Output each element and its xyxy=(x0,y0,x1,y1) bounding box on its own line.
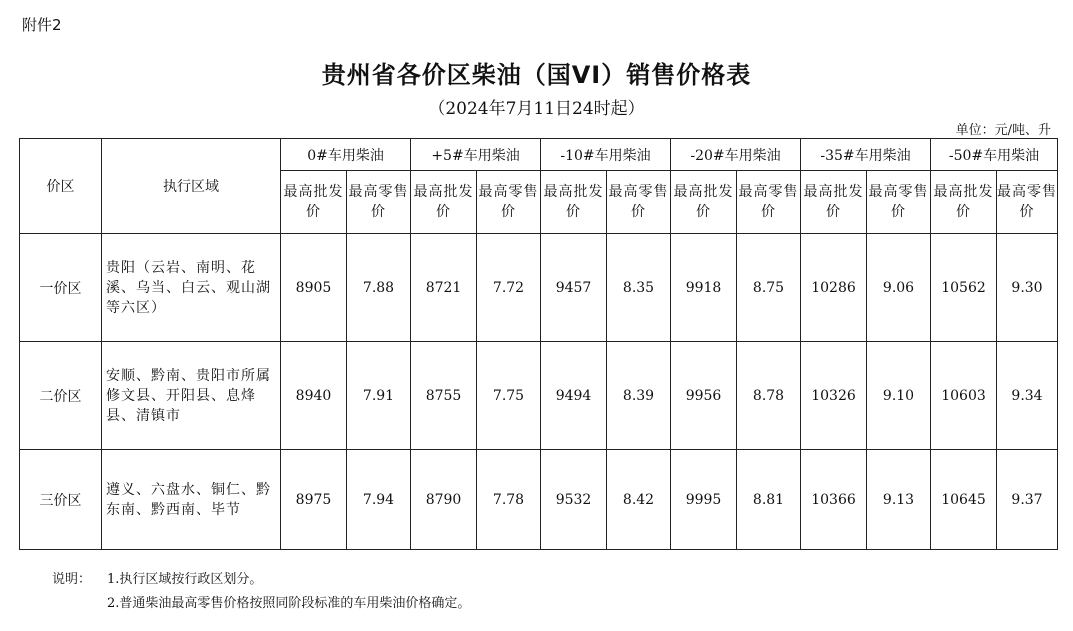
header-product: 0#车用柴油 xyxy=(281,139,411,171)
header-wholesale: 最高批发价 xyxy=(411,171,477,234)
header-wholesale: 最高批发价 xyxy=(541,171,607,234)
table-row xyxy=(20,342,1058,450)
header-product: -20#车用柴油 xyxy=(671,139,801,171)
wholesale-price: 10603 xyxy=(931,342,997,450)
header-wholesale: 最高批发价 xyxy=(931,171,997,234)
retail-price: 7.75 xyxy=(477,342,541,450)
wholesale-price: 9918 xyxy=(671,234,737,342)
header-product: -50#车用柴油 xyxy=(931,139,1058,171)
note-line xyxy=(52,592,470,616)
wholesale-price: 10366 xyxy=(801,450,867,550)
table-row xyxy=(20,234,1058,342)
note-item: 2.普通柴油最高零售价格按照同阶段标准的车用柴油价格确定。 xyxy=(107,596,471,611)
wholesale-price: 8905 xyxy=(281,234,347,342)
retail-price: 7.88 xyxy=(347,234,411,342)
header-row-products xyxy=(20,139,1058,171)
wholesale-price: 9956 xyxy=(671,342,737,450)
header-retail: 最高零售价 xyxy=(347,171,411,234)
page-title: 贵州省各价区柴油（国VI）销售价格表 xyxy=(321,61,752,89)
header-product: +5#车用柴油 xyxy=(411,139,541,171)
retail-price: 7.72 xyxy=(477,234,541,342)
wholesale-price: 8790 xyxy=(411,450,477,550)
wholesale-price: 9995 xyxy=(671,450,737,550)
wholesale-price: 10562 xyxy=(931,234,997,342)
wholesale-price: 8940 xyxy=(281,342,347,450)
header-wholesale: 最高批发价 xyxy=(281,171,347,234)
header-retail: 最高零售价 xyxy=(867,171,931,234)
wholesale-price: 10645 xyxy=(931,450,997,550)
header-wholesale: 最高批发价 xyxy=(801,171,867,234)
retail-price: 8.75 xyxy=(737,234,801,342)
region-cell: 遵义、六盘水、铜仁、黔东南、黔西南、毕节 xyxy=(102,450,281,550)
retail-price: 7.91 xyxy=(347,342,411,450)
retail-price: 9.30 xyxy=(997,234,1058,342)
retail-price: 9.06 xyxy=(867,234,931,342)
header-wholesale: 最高批发价 xyxy=(671,171,737,234)
retail-price: 8.78 xyxy=(737,342,801,450)
retail-price: 8.81 xyxy=(737,450,801,550)
wholesale-price: 9532 xyxy=(541,450,607,550)
zone-cell: 二价区 xyxy=(20,342,102,450)
region-cell: 安顺、黔南、贵阳市所属修文县、开阳县、息烽县、清镇市 xyxy=(102,342,281,450)
unit-label: 单位：元/吨、升 xyxy=(955,123,1051,138)
notes-label: 说明： xyxy=(52,572,92,587)
header-retail: 最高零售价 xyxy=(997,171,1058,234)
attachment-label: 附件2 xyxy=(22,16,62,34)
zone-cell: 三价区 xyxy=(20,450,102,550)
note-item: 1.执行区域按行政区划分。 xyxy=(107,572,263,587)
header-retail: 最高零售价 xyxy=(607,171,671,234)
note-line xyxy=(52,568,470,592)
notes xyxy=(52,568,470,616)
header-zone: 价区 xyxy=(20,139,102,234)
retail-price: 9.13 xyxy=(867,450,931,550)
retail-price: 7.94 xyxy=(347,450,411,550)
header-product: -10#车用柴油 xyxy=(541,139,671,171)
wholesale-price: 9457 xyxy=(541,234,607,342)
wholesale-price: 8975 xyxy=(281,450,347,550)
region-cell: 贵阳（云岩、南明、花溪、乌当、白云、观山湖等六区） xyxy=(102,234,281,342)
retail-price: 8.39 xyxy=(607,342,671,450)
retail-price: 9.37 xyxy=(997,450,1058,550)
effective-date: （2024年7月11日24时起） xyxy=(428,99,645,119)
retail-price: 8.35 xyxy=(607,234,671,342)
wholesale-price: 8755 xyxy=(411,342,477,450)
header-retail: 最高零售价 xyxy=(477,171,541,234)
header-retail: 最高零售价 xyxy=(737,171,801,234)
wholesale-price: 8721 xyxy=(411,234,477,342)
wholesale-price: 10286 xyxy=(801,234,867,342)
table-row xyxy=(20,450,1058,550)
retail-price: 9.34 xyxy=(997,342,1058,450)
zone-cell: 一价区 xyxy=(20,234,102,342)
price-table xyxy=(19,138,1058,550)
wholesale-price: 9494 xyxy=(541,342,607,450)
retail-price: 7.78 xyxy=(477,450,541,550)
retail-price: 9.10 xyxy=(867,342,931,450)
header-product: -35#车用柴油 xyxy=(801,139,931,171)
wholesale-price: 10326 xyxy=(801,342,867,450)
retail-price: 8.42 xyxy=(607,450,671,550)
header-region: 执行区域 xyxy=(102,139,281,234)
